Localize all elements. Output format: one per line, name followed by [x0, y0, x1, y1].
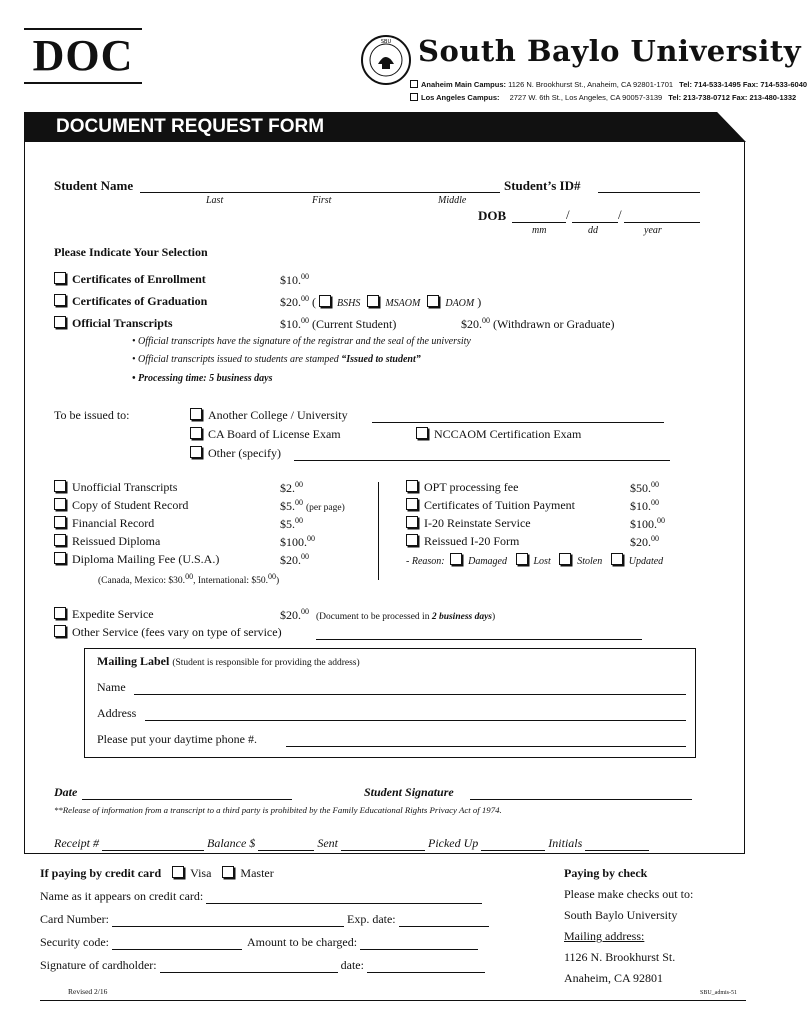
sent-field[interactable] — [341, 838, 425, 851]
issued-label: To be issued to: — [54, 408, 130, 422]
reason-row: - Reason: Damaged Lost Stolen Updated — [406, 553, 663, 567]
checkbox-other-service[interactable] — [54, 625, 66, 637]
service-price: $2.00 — [280, 480, 303, 495]
initials-field[interactable] — [585, 838, 649, 851]
service-price: $5.00(per page) — [280, 498, 345, 513]
issued-college-field[interactable] — [372, 410, 664, 423]
price-expedite: $20.00 (Document to be processed in 2 business days) — [280, 607, 496, 622]
svg-text:SBU: SBU — [380, 39, 392, 45]
service-label: OPT processing fee — [424, 480, 519, 494]
other-service-field[interactable] — [316, 627, 642, 640]
selection-heading: Please Indicate Your Selection — [54, 245, 208, 259]
mailing-note: (Canada, Mexico: $30.00, International: $50.00) — [98, 572, 280, 587]
ferpa-note: **Release of information from a transcript to a third party is prohibited by the Family Educational Rights Privacy Act of 1974. — [54, 805, 502, 815]
checkbox-damaged[interactable] — [450, 553, 462, 565]
check-section: Paying by check Please make checks out to: South Baylo University Mailing address: 1126 N. Brookhurst St. Anaheim, CA 92801 — [564, 866, 694, 985]
checkbox-enrollment[interactable] — [54, 272, 66, 284]
price-enrollment: $10.00 — [280, 272, 309, 287]
checkbox-daom[interactable] — [427, 295, 439, 307]
label-mm: mm — [532, 225, 547, 236]
dob-day-field[interactable] — [572, 211, 618, 223]
mailing-address-field[interactable] — [145, 708, 686, 721]
services-divider — [378, 482, 379, 580]
service-label: Diploma Mailing Fee (U.S.A.) — [72, 552, 220, 566]
checkbox-transcripts[interactable] — [54, 316, 66, 328]
price-graduation: $20.00 ( BSHS MSAOM DAOM ) — [280, 294, 482, 309]
date-label: Date — [54, 785, 78, 799]
issued-other-field[interactable] — [294, 448, 670, 461]
service-item[interactable] — [54, 480, 177, 495]
checkbox-lost[interactable] — [516, 553, 528, 565]
checkbox-bullet-icon — [410, 93, 418, 101]
service-price: $50.00 — [630, 480, 659, 495]
picked-field[interactable] — [481, 838, 545, 851]
price-transcripts-withdrawn: $20.00 (Withdrawn or Graduate) — [461, 316, 615, 331]
checkbox-other[interactable] — [190, 446, 202, 458]
label-last: Last — [206, 195, 224, 206]
dob-year-field[interactable] — [624, 211, 700, 223]
mailing-phone-label: Please put your daytime phone #. — [97, 732, 257, 746]
service-item[interactable] — [406, 516, 531, 531]
service-item[interactable] — [406, 498, 575, 513]
bullet-stamped: • Official transcripts issued to students are stamped “Issued to student” — [132, 354, 421, 365]
label-dd: dd — [588, 225, 598, 236]
student-name-field[interactable] — [140, 180, 500, 193]
form-title: DOCUMENT REQUEST FORM — [56, 116, 325, 137]
cardholder-date-field[interactable] — [367, 960, 485, 973]
label-first: First — [312, 195, 332, 206]
option-other-service[interactable]: Other Service (fees vary on type of service) — [54, 625, 282, 640]
student-name-label: Student Name — [54, 178, 134, 193]
doc-label: DOC — [24, 28, 142, 84]
service-price: $100.00 — [280, 534, 315, 549]
issued-ca-board[interactable]: CA Board of License Exam — [190, 427, 341, 442]
service-checkbox[interactable] — [54, 552, 66, 564]
card-number-row: Card Number: Exp. date: — [40, 912, 489, 927]
checkbox-nccaom[interactable] — [416, 427, 428, 439]
checkbox-updated[interactable] — [611, 553, 623, 565]
card-name-row: Name as it appears on credit card: — [40, 889, 482, 904]
card-number-field[interactable] — [112, 914, 344, 927]
student-id-field[interactable] — [598, 180, 700, 193]
bullet-signature: • Official transcripts have the signature of the registrar and the seal of the university — [132, 336, 471, 347]
cardholder-signature-row: Signature of cardholder: date: — [40, 958, 485, 973]
student-id-label: Student’s ID# — [504, 178, 581, 193]
option-expedite[interactable]: Expedite Service — [54, 607, 154, 622]
label-year: year — [644, 225, 662, 236]
dob-sep: / — [618, 207, 622, 222]
checkbox-visa[interactable] — [172, 866, 184, 878]
service-price: $20.00 — [630, 534, 659, 549]
checkbox-bshs[interactable] — [319, 295, 331, 307]
option-transcripts[interactable]: Official Transcripts — [54, 316, 173, 331]
mailing-label-heading: Mailing Label (Student is responsible for providing the address) — [97, 654, 360, 668]
security-code-field[interactable] — [112, 937, 242, 950]
dob-sep: / — [566, 207, 570, 222]
service-checkbox[interactable] — [406, 534, 418, 546]
service-price: $10.00 — [630, 498, 659, 513]
service-label: Copy of Student Record — [72, 498, 189, 512]
service-label: Unofficial Transcripts — [72, 480, 178, 494]
footer-rule — [40, 1000, 746, 1001]
checkbox-expedite[interactable] — [54, 607, 66, 619]
campus-anaheim: Anaheim Main Campus: 1126 N. Brookhurst St., Anaheim, CA 92801-1701 Tel: 714-533-1495 Fax: 714-533-6040 — [410, 80, 807, 89]
mailing-phone-field[interactable] — [286, 734, 686, 747]
service-price: $20.00 — [280, 552, 309, 567]
service-checkbox[interactable] — [406, 516, 418, 528]
service-price: $100.00 — [630, 516, 665, 531]
security-row: Security code: Amount to be charged: — [40, 935, 478, 950]
exp-date-field[interactable] — [399, 914, 489, 927]
service-item[interactable] — [406, 534, 519, 549]
service-checkbox[interactable] — [54, 516, 66, 528]
checkbox-graduation[interactable] — [54, 294, 66, 306]
mailing-name-label: Name — [97, 680, 126, 694]
receipt-field[interactable] — [102, 838, 204, 851]
service-checkbox[interactable] — [54, 480, 66, 492]
checkbox-ca-board[interactable] — [190, 427, 202, 439]
mailing-address-label: Address — [97, 706, 137, 720]
checkbox-college[interactable] — [190, 408, 202, 420]
issued-other[interactable]: Other (specify) — [190, 446, 281, 461]
card-name-field[interactable] — [206, 891, 482, 904]
service-item[interactable] — [54, 552, 219, 567]
issued-nccaom[interactable]: NCCAOM Certification Exam — [416, 427, 581, 442]
service-checkbox[interactable] — [54, 534, 66, 546]
price-transcripts-current: $10.00 (Current Student) — [280, 316, 397, 331]
option-enrollment[interactable]: Certificates of Enrollment — [54, 272, 206, 287]
service-checkbox[interactable] — [406, 480, 418, 492]
checkbox-msaom[interactable] — [367, 295, 379, 307]
student-signature-label: Student Signature — [364, 785, 454, 799]
office-use-row: Receipt # Balance $ Sent Picked Up Initials — [54, 836, 649, 851]
checkbox-bullet-icon — [410, 80, 418, 88]
checkbox-master[interactable] — [222, 866, 234, 878]
form-code: SBU_admis-51 — [700, 990, 738, 996]
university-seal-icon — [360, 34, 412, 86]
revised-label: Revised 2/16 — [68, 987, 108, 996]
service-item[interactable] — [406, 480, 518, 495]
service-item[interactable] — [54, 498, 188, 513]
form-banner — [24, 112, 746, 142]
service-label: I-20 Reinstate Service — [424, 516, 531, 530]
student-signature-field[interactable] — [470, 787, 692, 800]
date-field[interactable] — [82, 787, 292, 800]
service-item[interactable] — [54, 534, 160, 549]
service-label: Certificates of Tuition Payment — [424, 498, 575, 512]
dob-month-field[interactable] — [512, 211, 566, 223]
issued-college[interactable]: Another College / University — [190, 408, 348, 423]
mailing-name-field[interactable] — [134, 682, 686, 695]
university-name: South Baylo University — [418, 34, 802, 68]
service-label: Financial Record — [72, 516, 155, 530]
bullet-processing: • Processing time: 5 business days — [132, 373, 273, 384]
service-label: Reissued Diploma — [72, 534, 161, 548]
campus-la: Los Angeles Campus: 2727 W. 6th St., Los Angeles, CA 90057-3139 Tel: 213-738-0712 Fax: 213-480-1332 — [410, 93, 796, 102]
label-middle: Middle — [438, 195, 467, 206]
card-heading-row: If paying by credit card Visa Master — [40, 866, 274, 880]
option-graduation[interactable]: Certificates of Graduation — [54, 294, 207, 309]
checkbox-stolen[interactable] — [559, 553, 571, 565]
service-checkbox[interactable] — [54, 498, 66, 510]
dob-label: DOB — [478, 208, 507, 223]
service-label: Reissued I-20 Form — [424, 534, 520, 548]
service-price: $5.00 — [280, 516, 303, 531]
amount-field[interactable] — [360, 937, 478, 950]
cardholder-signature-field[interactable] — [160, 960, 338, 973]
service-item[interactable] — [54, 516, 154, 531]
balance-field[interactable] — [258, 838, 314, 851]
service-checkbox[interactable] — [406, 498, 418, 510]
